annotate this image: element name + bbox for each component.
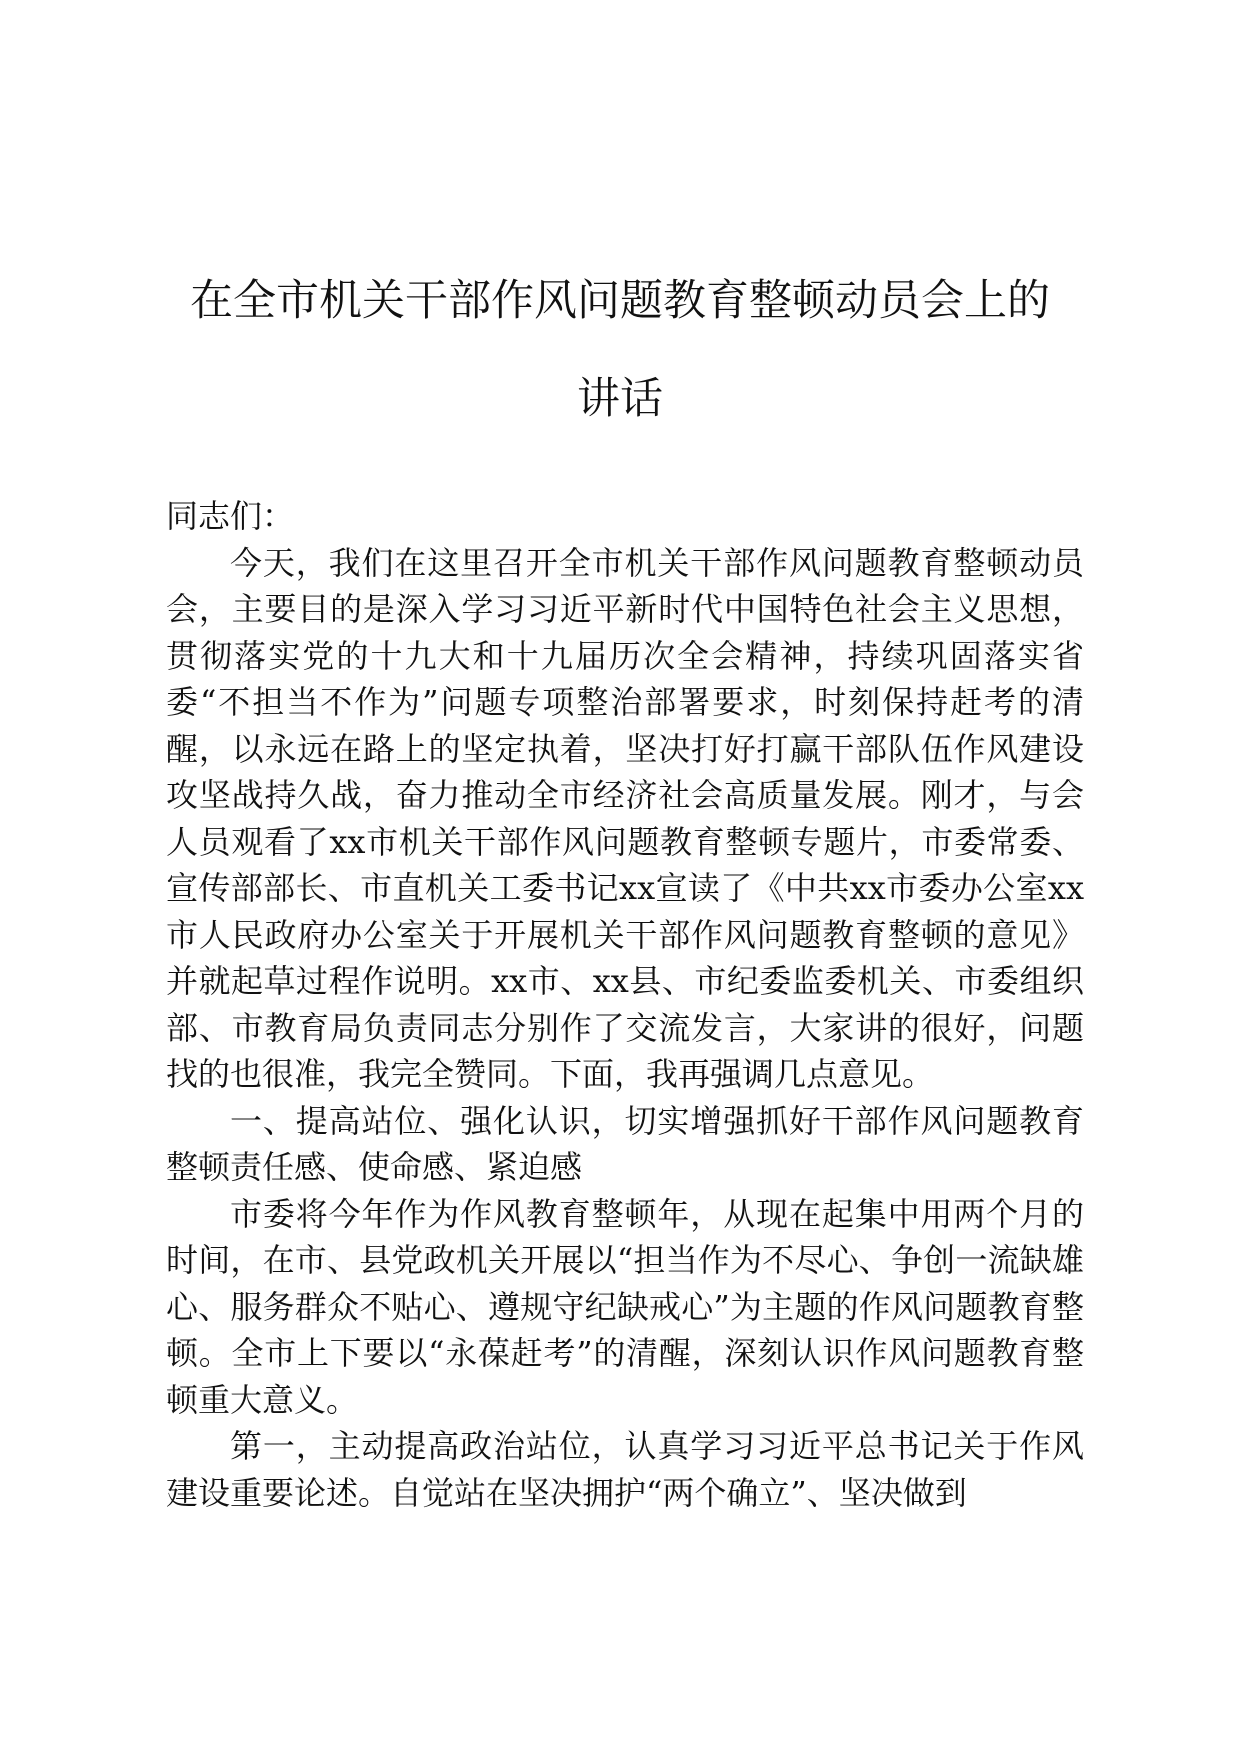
title-line-1: 在全市机关干部作风问题教育整顿动员会上的 [190, 276, 1050, 326]
section-1-paragraph-1: 市委将今年作为作风教育整顿年，从现在起集中用两个月的时间，在市、县党政机关开展以“担当作为不尽心、争创一流缺雄心、服务群众不贴心、遵规守纪缺戒心”为主题的作风问题教育整顿。全市上下要以“永葆赶考”的清醒，深刻认识作风问题教育整顿重大意义。 [166, 1194, 1084, 1419]
opening-paragraph: 今天，我们在这里召开全市机关干部作风问题教育整顿动员会，主要目的是深入学习习近平新时代中国特色社会主义思想，贯彻落实党的十九大和十九届历次全会精神，持续巩固落实省委“不担当不作为”问题专项整治部署要求，时刻保持赶考的清醒，以永远在路上的坚定执着，坚决打好打赢干部队伍作风建设攻坚战持久战，奋力推动全市经济社会高质量发展。刚才，与会人员观看了xx市机关干部作风问题教育整顿专题片，市委常委、宣传部部长、市直机关工委书记xx宣读了《中共xx市委办公室xx市人民政府办公室关于开展机关干部作风问题教育整顿的意见》并就起草过程作说明。xx市、xx县、市纪委监委机关、市委组织部、市教育局负责同志分别作了交流发言，大家讲的很好，问题找的也很准，我完全赞同。下面，我再强调几点意见。 [166, 543, 1084, 1093]
salutation: 同志们： [166, 497, 295, 535]
title-line-2: 讲话 [577, 374, 663, 424]
document-body [166, 493, 1084, 1516]
document-title [150, 252, 1090, 448]
section-1-heading: 一、提高站位、强化认识，切实增强抓好干部作风问题教育整顿责任感、使命感、紧迫感 [166, 1101, 1084, 1186]
section-1-paragraph-2: 第一，主动提高政治站位，认真学习习近平总书记关于作风建设重要论述。自觉站在坚决拥护“两个确立”、坚决做到 [166, 1427, 1084, 1512]
